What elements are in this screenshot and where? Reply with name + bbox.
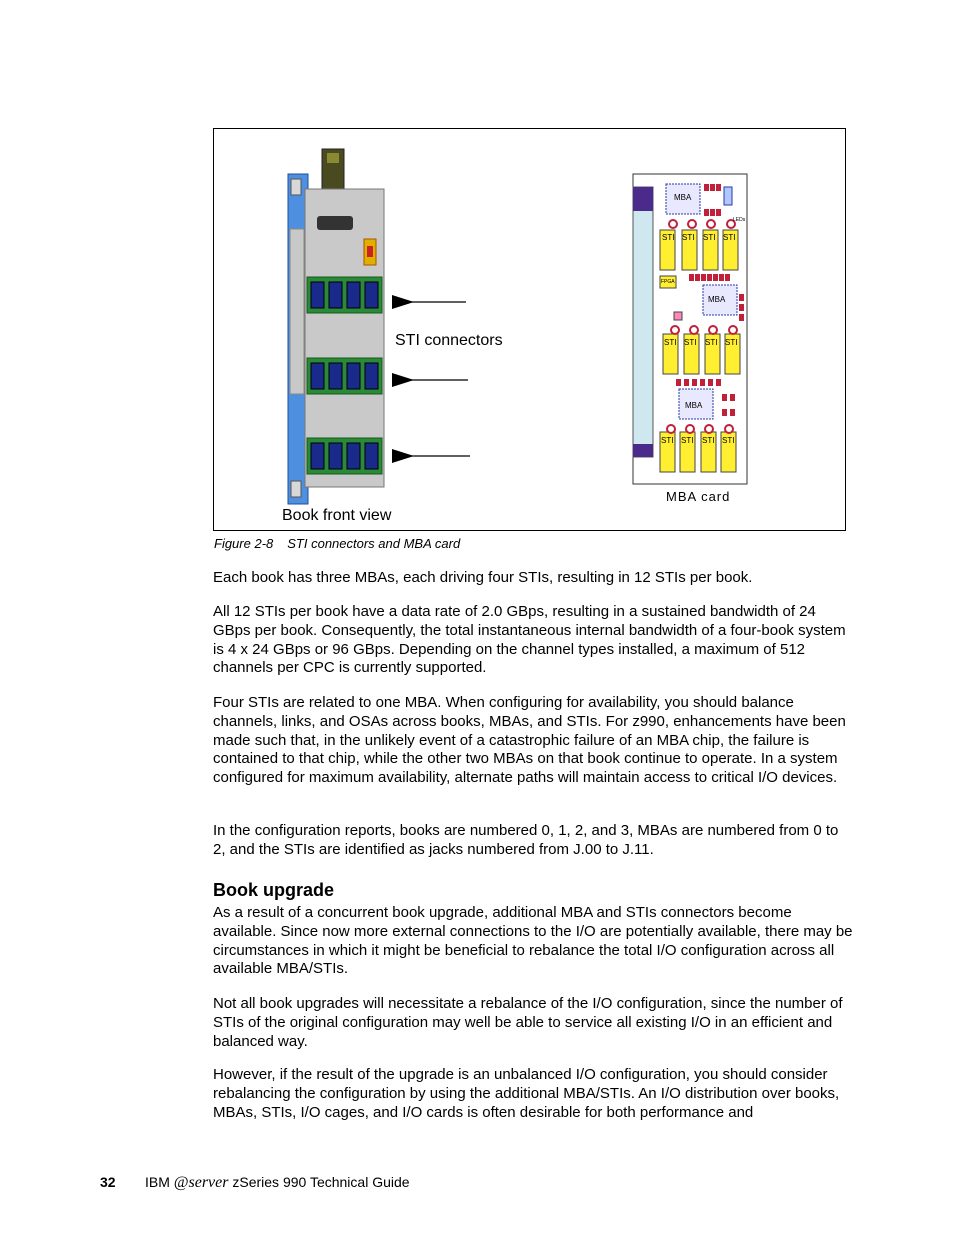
footer-ibm: IBM — [145, 1174, 170, 1190]
mba-card-edge-bottom — [633, 444, 653, 457]
card-component — [730, 394, 735, 401]
mba-card-label: MBA card — [666, 489, 731, 504]
sti-label: STI — [703, 233, 716, 242]
card-component — [707, 274, 712, 281]
sti-connector — [347, 443, 360, 469]
mba-chip-label-2: MBA — [708, 295, 726, 304]
sti-connector — [311, 363, 324, 389]
sti-ring — [669, 220, 677, 228]
body-paragraph: Four STIs are related to one MBA. When configuring for availability, you should balance channels, links, and OSAs across books, MBAs, and STIs. For z990, enhancements have been made such that, in the unlikely event of a catastrophic failure of an MBA chip, the failure is contained to that chip, while the other two MBAs on that book continue to operate. In a system configured for maximum availability, alternate paths will maintain access to critical I/O devices. — [213, 694, 846, 787]
book-slot — [317, 216, 353, 230]
card-component — [739, 314, 744, 321]
book-handle-detail — [327, 153, 339, 163]
sti-label: STI — [705, 338, 718, 347]
sti-connectors-label: STI connectors — [395, 332, 503, 349]
sti-ring — [709, 326, 717, 334]
sti-connector — [365, 282, 378, 308]
card-component — [704, 209, 709, 216]
card-component — [710, 209, 715, 216]
sti-ring — [690, 326, 698, 334]
mba-card-edge-top — [633, 187, 653, 211]
card-component — [692, 379, 697, 386]
sti-connector — [365, 363, 378, 389]
figure-caption-text: STI connectors and MBA card — [287, 536, 461, 551]
card-component — [710, 184, 715, 191]
card-component — [713, 274, 718, 281]
pointer-arrow-head — [392, 449, 414, 463]
sti-connector — [347, 363, 360, 389]
card-component — [716, 379, 721, 386]
sti-ring — [688, 220, 696, 228]
sti-label: STI — [684, 338, 697, 347]
section-paragraph: Not all book upgrades will necessitate a rebalance of the I/O configuration, since the number of STIs of the original configuration may well be able to service all existing I/O in an efficient and balanced way. — [213, 995, 843, 1050]
mba-card-edge-connector — [633, 187, 653, 457]
sti-label: STI — [681, 436, 694, 445]
body-paragraph: In the configuration reports, books are numbered 0, 1, 2, and 3, MBAs are numbered from 0 to 2, and the STIs are identified as jacks numbered from J.00 to J.11. — [213, 822, 839, 858]
section-heading: Book upgrade — [213, 880, 335, 900]
book-indicator-led — [367, 246, 373, 257]
sti-label: STI — [661, 436, 674, 445]
eserver-logo: @server — [173, 1174, 229, 1191]
sti-connector — [311, 443, 324, 469]
footer-title — [145, 1174, 410, 1192]
card-component — [739, 304, 744, 311]
sti-label: STI — [664, 338, 677, 347]
mba-chip-label-1: MBA — [674, 193, 692, 202]
sti-connector — [329, 282, 342, 308]
card-component — [700, 379, 705, 386]
sti-ring — [686, 425, 694, 433]
rail-latch — [291, 481, 301, 497]
pointer-arrow-head — [392, 295, 414, 309]
figure-box — [213, 128, 846, 531]
sti-connector — [329, 443, 342, 469]
figure-caption — [214, 536, 460, 551]
section-paragraph: As a result of a concurrent book upgrade, additional MBA and STIs connectors become available. Since now more external connections to the I/O are potentially available, there may be circumstances in which it might be beneficial to rebalance the total I/O configuration across all available MBA/STIs. — [213, 904, 853, 978]
figure-illustration — [214, 129, 847, 532]
sti-ring — [725, 425, 733, 433]
card-component — [739, 294, 744, 301]
sti-connector — [329, 363, 342, 389]
card-component — [701, 274, 706, 281]
sti-label: STI — [725, 338, 738, 347]
section-paragraph: However, if the result of the upgrade is an unbalanced I/O configuration, you should consider rebalancing the configuration by using the additional MBA/STIs. An I/O distribution over books, MBAs, STIs, I/O cages, and I/O cards is often desirable for both performance and — [213, 1066, 840, 1121]
sti-connector — [347, 282, 360, 308]
body-paragraph: All 12 STIs per book have a data rate of 2.0 GBps, resulting in a sustained bandwidth of 24 GBps per book. Consequently, the total instantaneous internal bandwidth of a four-book system is 4 x 24 GBps or 96 GBps. Depending on the channel types installed, a maximum of 512 channels per CPC is currently supported. — [213, 603, 846, 677]
rail-latch — [291, 179, 301, 195]
card-component — [684, 379, 689, 386]
sti-ring — [671, 326, 679, 334]
card-component — [719, 274, 724, 281]
card-led — [724, 187, 732, 205]
page-number: 32 — [100, 1174, 116, 1190]
card-component — [695, 274, 700, 281]
card-component — [722, 409, 727, 416]
card-component — [704, 184, 709, 191]
sti-connector — [311, 282, 324, 308]
sti-ring — [707, 220, 715, 228]
sti-label: STI — [723, 233, 736, 242]
card-component — [716, 184, 721, 191]
card-component — [716, 209, 721, 216]
fpga-label: FPGA — [661, 279, 675, 285]
book-front-view-label: Book front view — [282, 507, 392, 524]
figure-number: Figure 2-8 — [214, 536, 274, 551]
sti-label: STI — [662, 233, 675, 242]
sti-label: STI — [722, 436, 735, 445]
mba-chip-label-3: MBA — [685, 401, 703, 410]
book-rail-gap — [290, 229, 304, 394]
sti-ring — [705, 425, 713, 433]
leds-label: LEDs — [733, 217, 746, 223]
card-component — [708, 379, 713, 386]
sti-ring — [729, 326, 737, 334]
card-component — [722, 394, 727, 401]
body-paragraph: Each book has three MBAs, each driving four STIs, resulting in 12 STIs per book. — [213, 569, 753, 586]
card-component — [689, 274, 694, 281]
card-component — [725, 274, 730, 281]
card-component — [730, 409, 735, 416]
card-component — [674, 312, 682, 320]
sti-connector — [365, 443, 378, 469]
sti-label: STI — [702, 436, 715, 445]
pointer-arrow-head — [392, 373, 414, 387]
footer-book-title: zSeries 990 Technical Guide — [232, 1174, 410, 1190]
sti-ring — [667, 425, 675, 433]
sti-label: STI — [682, 233, 695, 242]
card-component — [676, 379, 681, 386]
